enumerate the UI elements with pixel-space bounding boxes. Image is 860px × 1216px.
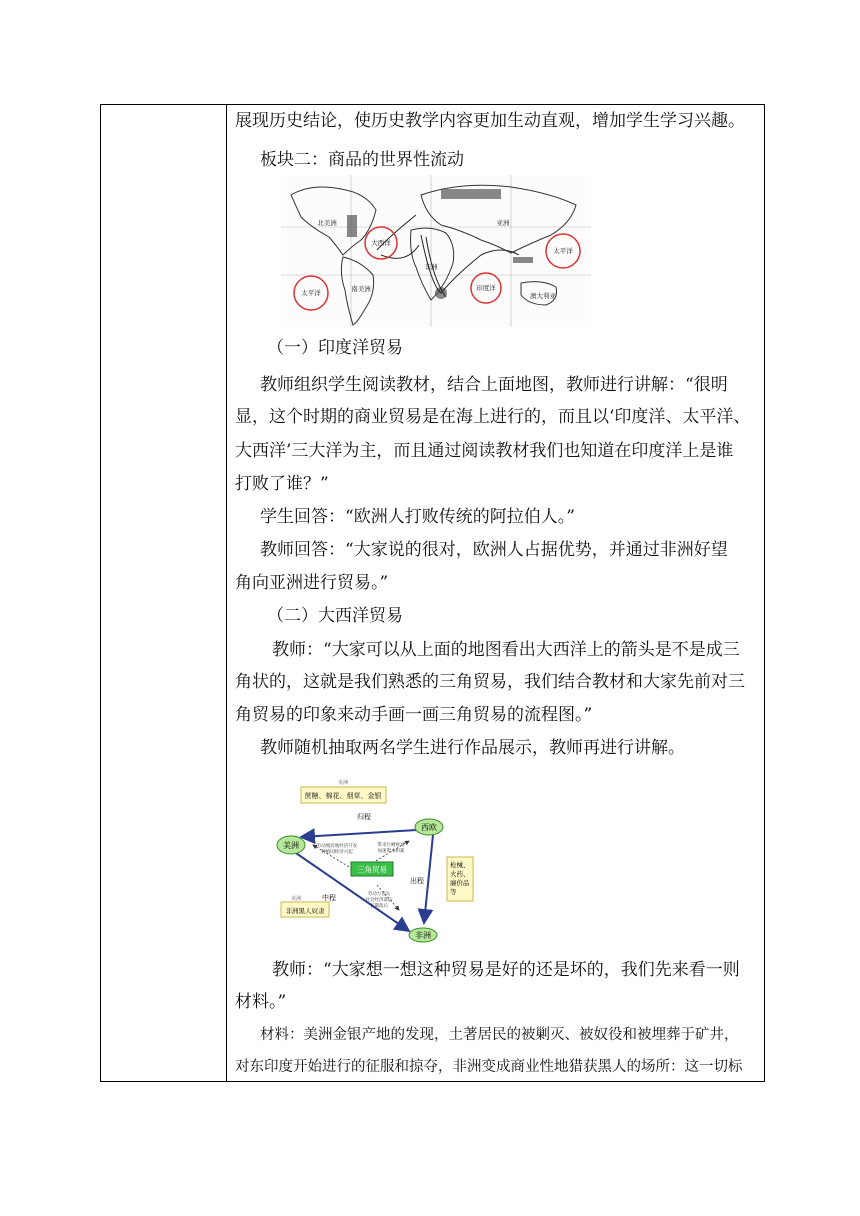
paragraph-line: 教师：“大家可以从上面的地图看出大西洋上的箭头是不是成三 xyxy=(272,640,740,660)
paragraph-line: 角状的，这就是我们熟悉的三角贸易，我们结合教材和大家先前对三 xyxy=(235,672,745,692)
material-line: 材料：美洲金银产地的发现，土著居民的被剿灭、被奴役和被埋葬于矿井， xyxy=(260,1027,739,1043)
label-atlantic: 大西洋 xyxy=(371,239,391,247)
subsection-heading: （二）大西洋贸易 xyxy=(267,606,403,626)
paragraph-line: 角向亚洲进行贸易。” xyxy=(235,573,389,593)
paragraph-line: 教师组织学生阅读教材，结合上面地图，教师进行讲解：“很明 xyxy=(260,375,728,395)
box-right-3: 廉价品 xyxy=(450,879,470,887)
content-cell xyxy=(227,105,764,1081)
label-africa: 非洲 xyxy=(424,263,438,271)
paragraph-line: 教师：“大家想一想这种贸易是好的还是坏的，我们先来看一则 xyxy=(272,960,740,980)
paragraph-line: 教师回答：“大家说的很对，欧洲人占据优势，并通过非洲好望 xyxy=(260,540,728,560)
lesson-table xyxy=(100,104,765,1082)
note-bottom-3: 长期落后 xyxy=(370,904,388,909)
note-bottom-2: 社会经济落后 xyxy=(365,898,393,903)
paragraph-line: 显，这个时期的商业贸易是在海上进行的，而且以‘印度洋、太平洋、 xyxy=(235,407,751,427)
section-heading: 板块二：商品的世界性流动 xyxy=(260,150,464,170)
edge-label-middle: 中程 xyxy=(322,894,336,902)
paragraph-line: 学生回答：“欧洲人打败传统的阿拉伯人。” xyxy=(260,507,575,527)
box-top-text: 蔗糖、棉花、烟草、金银 xyxy=(304,792,382,800)
box-left-text: 非洲黑人奴隶 xyxy=(285,907,325,915)
diagram-center: 三角贸易 xyxy=(357,865,387,874)
node-europe: 西欧 xyxy=(421,823,437,832)
label-asia: 亚洲 xyxy=(496,219,510,227)
box-right-4: 等 xyxy=(450,888,457,896)
note-left-2: 种植园经济兴起 xyxy=(321,850,353,855)
box-right-2: 火药、 xyxy=(450,870,470,878)
label-north-america: 北美洲 xyxy=(317,219,337,227)
paragraph-line: 打败了谁？” xyxy=(235,474,329,494)
triangle-trade-diagram xyxy=(269,775,484,945)
box-top-head: 美洲 xyxy=(337,780,349,786)
edge-label-return: 归程 xyxy=(357,813,371,821)
paragraph-line: 角贸易的印象来动手画一画三角贸易的流程图。” xyxy=(235,705,593,725)
paragraph-line: 大西洋’三大洋为主，而且通过阅读教材我们也知道在印度洋上是谁 xyxy=(235,441,734,461)
label-pacific-right: 太平洋 xyxy=(553,247,573,255)
world-trade-map xyxy=(281,175,591,327)
paragraph-line: 教师随机抽取两名学生进行作品展示，教师再进行讲解。 xyxy=(260,738,685,758)
label-pacific-left: 太平洋 xyxy=(301,289,321,297)
label-australia: 澳大利亚 xyxy=(530,292,556,300)
label-south-america: 南美洲 xyxy=(351,285,371,293)
material-line: 对东印度开始进行的征服和掠夺，非洲变成商业性地猎获黑人的场所：这一切标 xyxy=(235,1059,743,1075)
paragraph-line: 材料。” xyxy=(235,992,287,1012)
box-right-1: 枪械、 xyxy=(450,861,470,869)
node-africa: 非洲 xyxy=(415,931,431,940)
note-bottom-1: 劳动力丧失 xyxy=(367,892,391,897)
note-top-1: 带来巨额财富 xyxy=(377,843,405,848)
node-america: 美洲 xyxy=(283,841,299,850)
subsection-heading: （一）印度洋贸易 xyxy=(267,338,403,358)
note-left-1: 劳动殖民地经济开发 xyxy=(316,844,358,849)
note-top-2: 加速资本积累 xyxy=(377,849,405,854)
edge-label-outbound: 出程 xyxy=(410,877,424,885)
label-indian: 印度洋 xyxy=(476,284,496,292)
box-left-head: 美洲 xyxy=(291,896,302,902)
paragraph-line: 展现历史结论，使历史教学内容更加生动直观，增加学生学习兴趣。 xyxy=(235,111,745,131)
